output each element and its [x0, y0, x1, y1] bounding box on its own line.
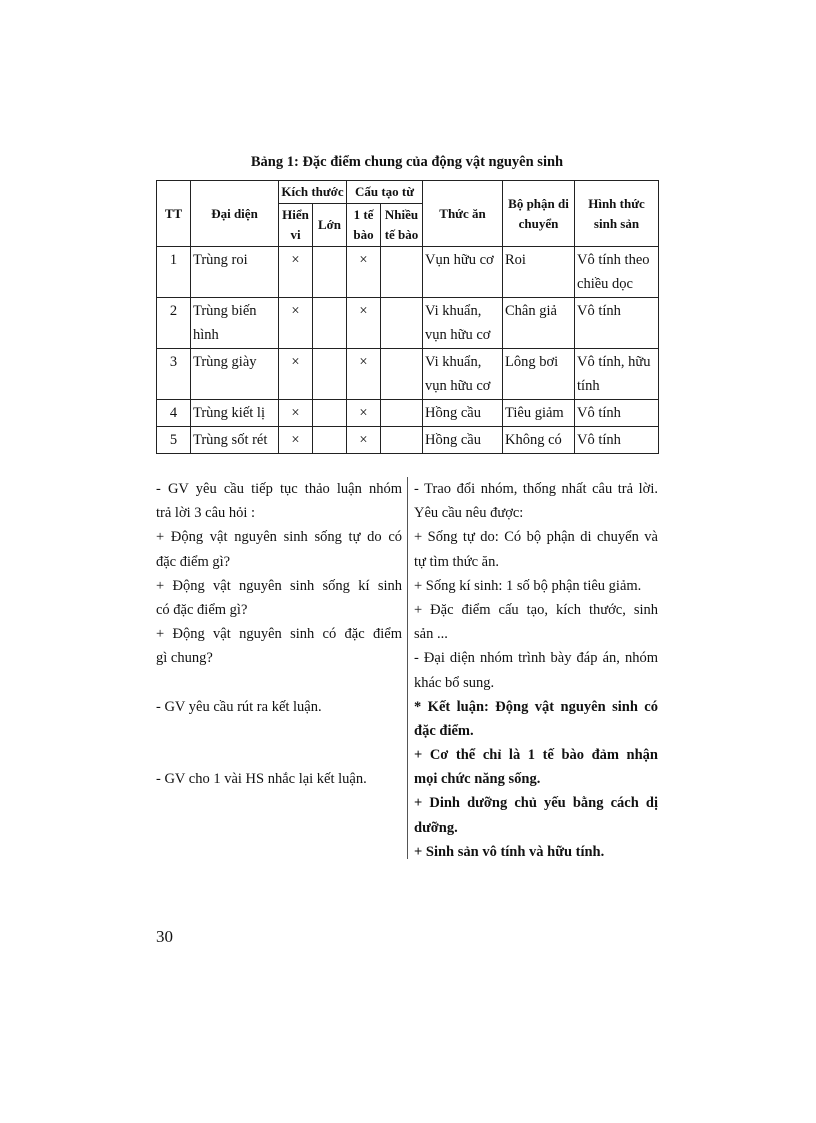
cell-thuc-an: [423, 298, 503, 349]
header-dai-dien: Đại diện: [191, 181, 279, 247]
teacher-activity-line: có đặc điểm gì?: [156, 601, 248, 618]
header-tt: TT: [157, 181, 191, 247]
student-activity-line: + Dinh dưỡng chủ yếu bằng cách dị: [414, 795, 658, 812]
cell-thuc-an: [423, 400, 503, 427]
teacher-activity-line: gì chung?: [156, 650, 213, 667]
cell-dai-dien: [191, 247, 279, 298]
cell-nhieu-te-bao: [381, 298, 423, 349]
teacher-activity-line: [156, 719, 402, 743]
cell-dai-dien: [191, 427, 279, 454]
header-bo-phan-line-1: Bộ phận di: [508, 195, 569, 211]
cell-di-chuyen-line: Roi: [505, 252, 526, 268]
cell-thuc-an: [423, 349, 503, 400]
cell-nhieu-te-bao: [381, 400, 423, 427]
student-activity-line: đặc điểm.: [414, 722, 474, 739]
cell-di-chuyen: [503, 349, 575, 400]
teacher-activity-line: - GV yêu cầu tiếp tục thảo luận nhóm: [156, 481, 402, 497]
cell-sinh-san-line: Vô tính: [577, 303, 621, 319]
cell-sinh-san: [575, 247, 659, 298]
cell-di-chuyen-line: Tiêu giảm: [505, 405, 564, 421]
cell-mot-te-bao: ×: [347, 400, 381, 427]
cell-hien-vi: ×: [279, 298, 313, 349]
student-activity-line: mọi chức năng sống.: [414, 771, 541, 788]
cell-di-chuyen-line: Không có: [505, 432, 562, 448]
cell-sinh-san: [575, 298, 659, 349]
cell-sinh-san-line: tính: [577, 378, 600, 394]
teacher-activity-line: - GV cho 1 vài HS nhắc lại kết luận.: [156, 771, 367, 788]
cell-hien-vi: ×: [279, 400, 313, 427]
cell-di-chuyen: [503, 247, 575, 298]
cell-di-chuyen-line: Chân giả: [505, 303, 557, 319]
cell-di-chuyen: [503, 298, 575, 349]
cell-dai-dien-line: Trùng kiết lị: [193, 405, 265, 421]
cell-di-chuyen-line: Lông bơi: [505, 354, 559, 370]
teacher-activity-line: [156, 671, 402, 695]
cell-dai-dien: [191, 349, 279, 400]
table-row: [157, 427, 659, 454]
student-activity-line: + Sinh sản vô tính và hữu tính.: [414, 843, 605, 860]
table-row: [157, 298, 659, 349]
cell-tt: 4: [157, 400, 191, 427]
student-activity-line: + Đặc điểm cấu tạo, kích thước, sinh: [414, 601, 658, 618]
student-activity-line: - Đại diện nhóm trình bày đáp án, nhóm: [414, 650, 658, 667]
cell-mot-te-bao: ×: [347, 349, 381, 400]
student-activity-line: + Sống tự do: Có bộ phận di chuyển và: [414, 529, 658, 546]
teacher-activity-line: đặc điểm gì?: [156, 553, 231, 570]
header-nhieu-te-bao-line-2: tế bào: [384, 227, 419, 242]
student-activity-line: + Cơ thể chỉ là 1 tế bào đảm nhận: [414, 747, 658, 764]
header-mot-te-bao: [347, 204, 381, 247]
cell-thuc-an-line: Vi khuẩn,: [425, 303, 482, 319]
teacher-activity-line: [156, 743, 402, 767]
cell-dai-dien-line: Trùng roi: [193, 252, 248, 268]
cell-sinh-san-line: Vô tính theo: [577, 252, 650, 268]
cell-thuc-an-line: vụn hữu cơ: [425, 378, 491, 394]
header-hinh-thuc-sinh-san: [575, 181, 659, 247]
teacher-activity-line: + Động vật nguyên sinh sống tự do có: [156, 529, 402, 546]
header-hien-vi-line-2: vi: [290, 227, 301, 242]
cell-lon: [313, 298, 347, 349]
cell-sinh-san: [575, 400, 659, 427]
cell-thuc-an-line: Vụn hữu cơ: [425, 252, 494, 268]
cell-sinh-san: [575, 349, 659, 400]
cell-lon: [313, 349, 347, 400]
cell-dai-dien-line: Trùng sốt rét: [193, 432, 268, 448]
cell-thuc-an-line: Hồng cầu: [425, 405, 481, 421]
column-divider: [407, 477, 408, 859]
cell-hien-vi: ×: [279, 247, 313, 298]
teacher-activity-line: + Động vật nguyên sinh sống kí sinh: [156, 577, 402, 594]
cell-nhieu-te-bao: [381, 247, 423, 298]
teacher-activity-column: [156, 477, 402, 791]
cell-tt: 1: [157, 247, 191, 298]
cell-thuc-an-line: vụn hữu cơ: [425, 327, 491, 343]
cell-thuc-an-line: Hồng cầu: [425, 432, 481, 448]
cell-tt: 3: [157, 349, 191, 400]
cell-thuc-an: [423, 427, 503, 454]
header-kich-thuoc: Kích thước: [279, 181, 347, 204]
cell-sinh-san-line: Vô tính: [577, 405, 621, 421]
student-activity-line: * Kết luận: Động vật nguyên sinh có: [414, 698, 658, 715]
cell-dai-dien: [191, 298, 279, 349]
header-nhieu-te-bao-line-1: Nhiều: [384, 207, 419, 222]
cell-mot-te-bao: ×: [347, 247, 381, 298]
page-number: 30: [156, 927, 173, 946]
student-activity-line: dưỡng.: [414, 819, 458, 836]
header-bo-phan-di-chuyen: [503, 181, 575, 247]
header-hien-vi-line-1: Hiển: [282, 207, 309, 222]
cell-hien-vi: ×: [279, 427, 313, 454]
student-activity-line: tự tìm thức ăn.: [414, 553, 499, 570]
cell-nhieu-te-bao: [381, 427, 423, 454]
table-body: [157, 247, 659, 454]
cell-thuc-an: [423, 247, 503, 298]
cell-mot-te-bao: ×: [347, 298, 381, 349]
header-nhieu-te-bao: [381, 204, 423, 247]
header-hien-vi: [279, 204, 313, 247]
cell-lon: [313, 247, 347, 298]
header-row-1: [157, 181, 659, 204]
cell-di-chuyen: [503, 427, 575, 454]
table-row: [157, 247, 659, 298]
cell-dai-dien-line: hình: [193, 327, 219, 343]
header-bo-phan-line-2: chuyển: [518, 215, 559, 231]
teacher-activity-line: trả lời 3 câu hỏi :: [156, 505, 256, 522]
teacher-activity-line: - GV yêu cầu rút ra kết luận.: [156, 698, 322, 715]
cell-sinh-san-line: chiều dọc: [577, 276, 633, 292]
cell-mot-te-bao: ×: [347, 427, 381, 454]
cell-nhieu-te-bao: [381, 349, 423, 400]
student-activity-line: Yêu cầu nêu được:: [414, 505, 524, 522]
cell-thuc-an-line: Vi khuẩn,: [425, 354, 482, 370]
header-thuc-an: Thức ăn: [423, 181, 503, 247]
student-activity-column: [414, 477, 658, 864]
cell-lon: [313, 427, 347, 454]
cell-tt: 2: [157, 298, 191, 349]
header-mot-te-bao-line-1: 1 tế: [353, 207, 374, 222]
student-activity-line: + Sống kí sinh: 1 số bộ phận tiêu giảm.: [414, 577, 642, 594]
activity-section: [156, 477, 658, 859]
header-mot-te-bao-line-2: bào: [353, 227, 374, 242]
table-row: [157, 400, 659, 427]
header-cau-tao-tu: Cấu tạo từ: [347, 181, 423, 204]
cell-tt: 5: [157, 427, 191, 454]
cell-di-chuyen: [503, 400, 575, 427]
teacher-activity-line: + Động vật nguyên sinh có đặc điểm: [156, 626, 402, 643]
cell-dai-dien-line: Trùng giày: [193, 354, 257, 370]
cell-sinh-san: [575, 427, 659, 454]
cell-hien-vi: ×: [279, 349, 313, 400]
cell-sinh-san-line: Vô tính: [577, 432, 621, 448]
cell-lon: [313, 400, 347, 427]
header-hinh-thuc-line-2: sinh sản: [593, 215, 640, 231]
student-activity-line: - Trao đổi nhóm, thống nhất câu trả lời.: [414, 481, 658, 497]
table-caption: Bảng 1: Đặc điểm chung của động vật nguyên sinh: [250, 154, 564, 170]
table-row: [157, 349, 659, 400]
student-activity-line: khác bổ sung.: [414, 674, 495, 691]
student-activity-line: sản ...: [414, 626, 448, 643]
characteristics-table: [156, 180, 659, 454]
header-lon: Lớn: [313, 204, 347, 247]
cell-sinh-san-line: Vô tính, hữu: [577, 354, 651, 370]
cell-dai-dien: [191, 400, 279, 427]
header-hinh-thuc-line-1: Hình thức: [588, 195, 645, 211]
cell-dai-dien-line: Trùng biến: [193, 303, 257, 319]
